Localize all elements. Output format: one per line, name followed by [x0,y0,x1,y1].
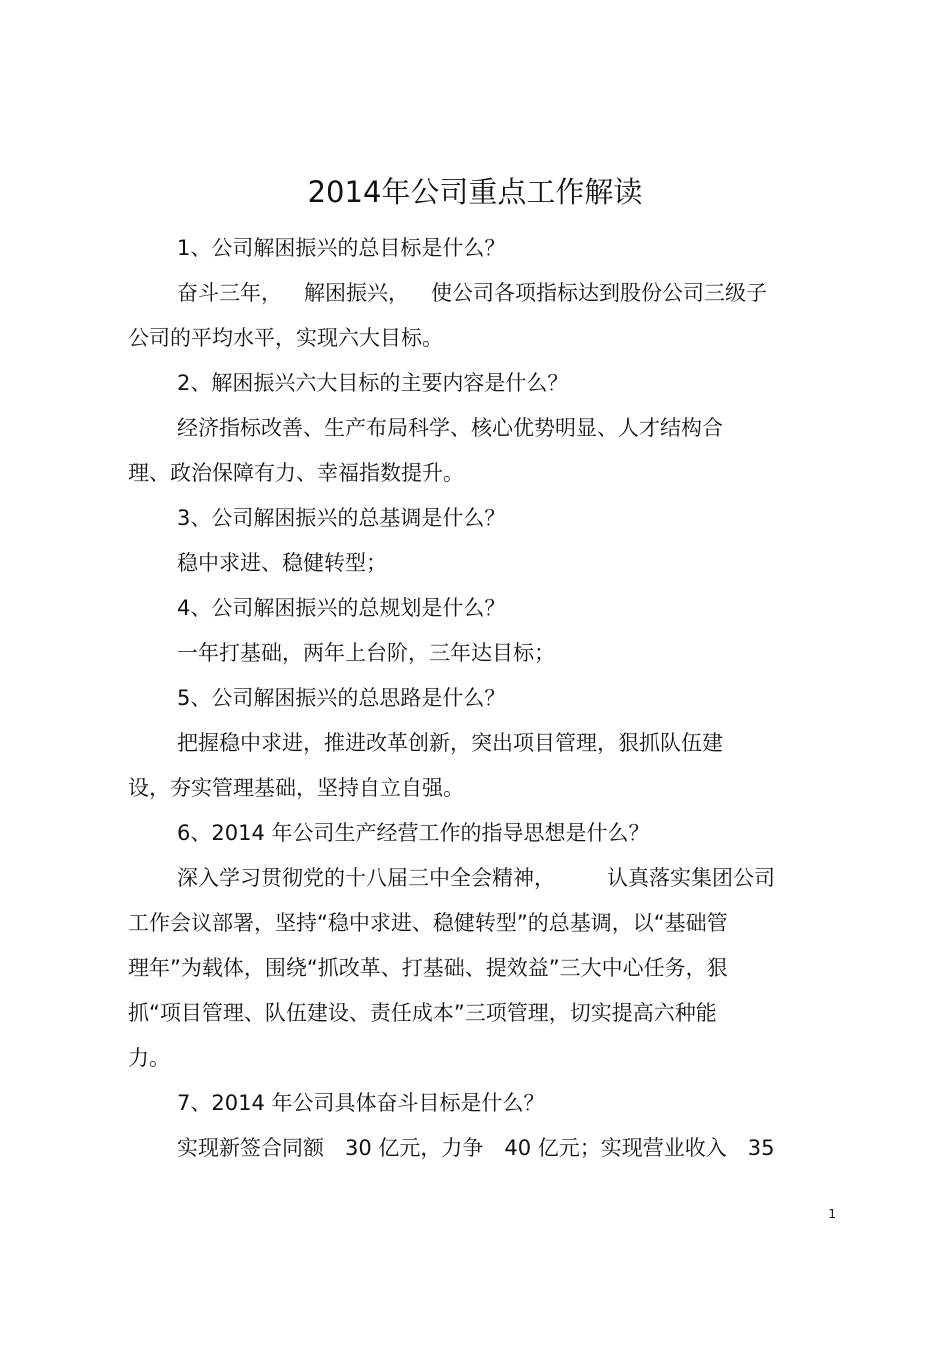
answer-6-line-1 [128,856,832,901]
document-body [128,226,832,1171]
answer-6-line-3: 理年”为载体，围绕“抓改革、打基础、提效益”三大中心任务，狠 [128,956,728,980]
answer-1-line-2: 公司的平均水平，实现六大目标。 [128,326,443,350]
question-7: 7、2014 年公司具体奋斗目标是什么？ [177,1091,545,1115]
question-5: 5、公司解困振兴的总思路是什么？ [177,686,506,710]
answer-1-line-1-part-2: 解困振兴， [304,281,409,305]
answer-2-line-2: 理、政治保障有力、幸福指数提升。 [128,461,464,485]
question-2: 2、解困振兴六大目标的主要内容是什么？ [177,371,569,395]
answer-6-line-1-part-2: 认真落实集团公司 [607,866,775,890]
answer-4: 一年打基础，两年上台阶，三年达目标； [177,641,555,665]
answer-6-line-1-part-1: 深入学习贯彻党的十八届三中全会精神， [177,866,555,890]
answer-6-line-2: 工作会议部署，坚持“稳中求进、稳健转型”的总基调，以“基础管 [128,911,728,935]
answer-2-line-1: 经济指标改善、生产布局科学、核心优势明显、人才结构合 [177,416,723,440]
question-1: 1、公司解困振兴的总目标是什么？ [177,236,506,260]
answer-6-line-4: 抓“项目管理、队伍建设、责任成本”三项管理，切实提高六种能 [128,1001,717,1025]
question-4: 4、公司解困振兴的总规划是什么？ [177,596,506,620]
question-6: 6、2014 年公司生产经营工作的指导思想是什么？ [177,821,650,845]
document-title: 2014年公司重点工作解读 [307,175,643,209]
answer-6-line-5: 力。 [128,1046,170,1070]
answer-3: 稳中求进、稳健转型； [177,551,387,575]
answer-5-line-1: 把握稳中求进，推进改革创新，突出项目管理，狠抓队伍建 [177,731,723,755]
answer-7-line-1: 实现新签合同额 30 亿元，力争 40 亿元；实现营业收入 35 [177,1136,775,1160]
answer-1-line-1 [128,271,832,316]
answer-1-line-1-part-1: 奋斗三年， [177,281,282,305]
page-number: 1 [828,1207,836,1221]
answer-1-line-1-part-3: 使公司各项指标达到股份公司三级子 [431,281,767,305]
answer-5-line-2: 设，夯实管理基础，坚持自立自强。 [128,776,464,800]
question-3: 3、公司解困振兴的总基调是什么？ [177,506,506,530]
